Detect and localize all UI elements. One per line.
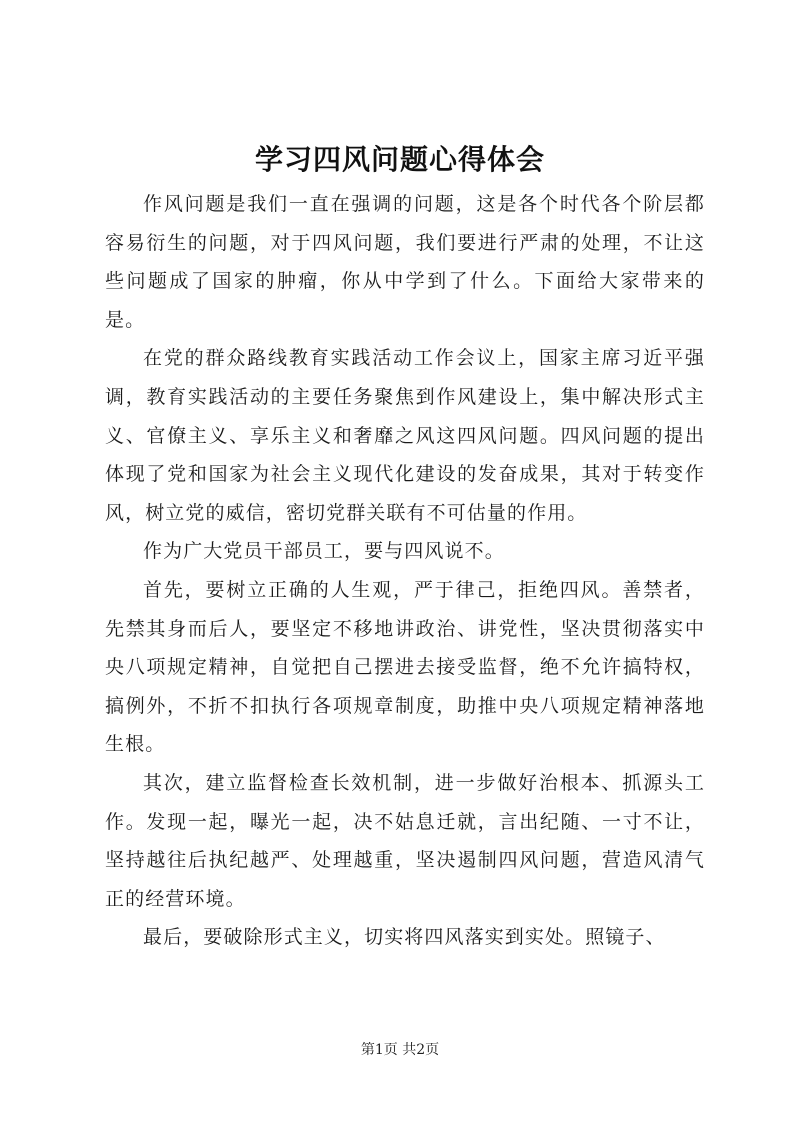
paragraph-first: 首先，要树立正确的人生观，严于律己，拒绝四风。善禁者，先禁其身而后人，要坚定不移地讲政治、讲党性，坚决贯彻落实中央八项规定精神，自觉把自己摆进去接受监督，绝不允许搞特权，搞例外，不折不扣执行各项规章制度，助推中央八项规定精神落地生根。 — [105, 578, 705, 756]
paragraph-last: 最后，要破除形式主义，切实将四风落实到实处。照镜子、 — [143, 926, 666, 949]
paragraph-meeting: 在党的群众路线教育实践活动工作会议上，国家主席习近平强调，教育实践活动的主要任务聚焦到作风建设上，集中解决形式主义、官僚主义、享乐主义和奢靡之风这四风问题。四风问题的提出体现了党和国家为社会主义现代化建设的发奋成果，其对于转变作风，树立党的威信，密切党群关联有不可估量的作用。 — [105, 347, 705, 524]
paragraph-intro: 作风问题是我们一直在强调的问题，这是各个时代各个阶层都容易衍生的问题，对于四风问题，我们要进行严肃的处理，不让这些问题成了国家的肿瘤，你从中学到了什么。下面给大家带来的是。 — [105, 193, 705, 331]
page-title: 学习四风问题心得体会 — [254, 143, 545, 176]
paragraph-say-no: 作为广大党员干部员工，要与四风说不。 — [143, 540, 505, 563]
page-number-footer: 第1页 共2页 — [360, 1042, 440, 1058]
paragraph-second: 其次，建立监督检查长效机制，进一步做好治根本、抓源头工作。发现一起，曝光一起，决不姑息迁就，言出纪随、一寸不让，坚持越往后执纪越严、处理越重，坚决遏制四风问题，营造风清气正的经营环境。 — [105, 771, 705, 910]
document-body — [105, 185, 705, 957]
